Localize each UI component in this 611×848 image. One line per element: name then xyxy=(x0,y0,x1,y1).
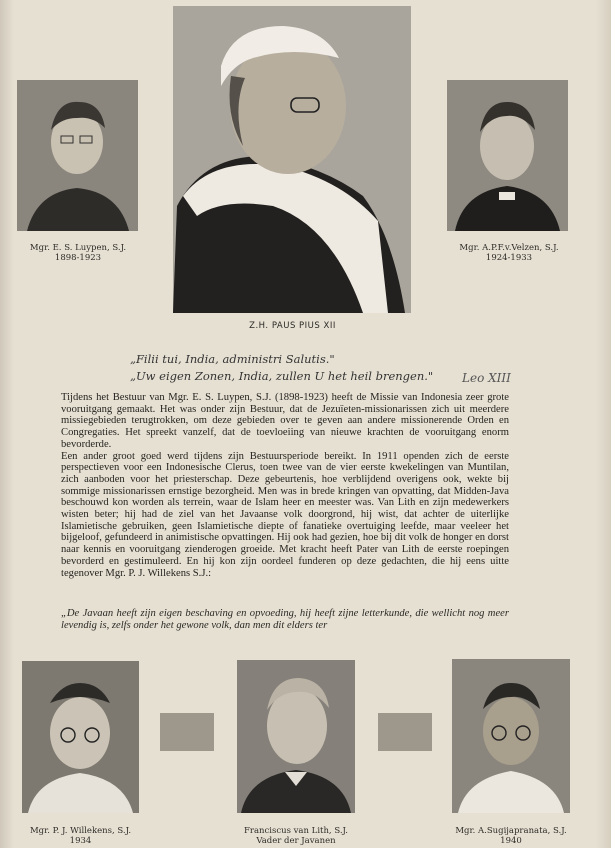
caption-willekens-years: 1934 xyxy=(69,836,92,846)
portrait-van-lith-image xyxy=(237,660,355,813)
portrait-luypen xyxy=(17,80,138,231)
portrait-willekens xyxy=(22,661,139,813)
portrait-pius-image xyxy=(173,6,411,313)
portrait-velzen-image xyxy=(447,80,568,231)
caption-willekens-name: Mgr. P. J. Willekens, S.J. xyxy=(29,826,132,836)
caption-sugijapranata-name: Mgr. A.Sugijapranata, S.J. xyxy=(455,826,567,836)
caption-velzen-years: 1924-1933 xyxy=(485,253,533,263)
caption-pius-xii: Z.H. PAUS PIUS XII xyxy=(249,321,336,331)
caption-van-lith-name: Franciscus van Lith, S.J. xyxy=(243,826,349,836)
portrait-willekens-image xyxy=(22,661,139,813)
caption-luypen-years: 1898-1923 xyxy=(54,253,102,263)
caption-sugijapranata xyxy=(440,826,582,846)
caption-luypen-name: Mgr. E. S. Luypen, S.J. xyxy=(29,243,127,253)
paragraph-2: Een ander groot goed werd tijdens zijn Bestuursperiode bereikt. In 1911 openden zich de eerste perspectieven voor een Indonesische Clerus, toen twee van de vier eerste kwekelingen van Muntilan, zich aanboden voor het priesterschap. Deze gebeurtenis, hoe verblijdend overigens ook, wekte bij sommige missionarissen ernstige bezorgheid. Men was in brede kringen van opvatting, dat Midden-Java beschouwd kon worden als terrein, waar de Islam heer en meester was. Van Lith en zijn medewerkers wisten beter; hij had de ziel van het Javaanse volk doorgrond, hij wist, dat achter de uiterlijke Islamietische gebruiken, geen Islamietische diepte of fanatieke overtuiging leefde, maar veeleer het bijgeloof, gefundeerd in animistische opvattingen. Hij ook had gezien, hoe bij dit volk de honger en dorst naar kennis en vooruitgang zienderogen groeide. Met kracht heeft Pater van Lith de eerste roepingen bevorderd en gestimuleerd. En hij kon zijn oordeel funderen op deze gedachten, die hij eens uitte tegenover Mgr. P. J. Willekens S.J.: xyxy=(61,450,509,579)
caption-willekens xyxy=(12,826,149,846)
quote-van-lith: „De Javaan heeft zijn eigen beschaving en opvoeding, hij heeft zijne letterkunde, die wellicht nog meer levendig is, zelfs onder het gewone volk, dan men dit elders ter xyxy=(61,608,509,631)
portrait-pius-xii xyxy=(173,6,411,313)
caption-luypen xyxy=(12,243,144,263)
caption-van-lith xyxy=(226,826,366,846)
body-text xyxy=(61,392,509,579)
caption-sugijapranata-years: 1940 xyxy=(500,836,522,846)
gray-block-left xyxy=(160,713,214,751)
motto-signature: Leo XIII xyxy=(462,371,511,385)
paragraph-1: Tijdens het Bestuur van Mgr. E. S. Luypen, S.J. (1898-1923) heeft de Missie van Indonesia zeer grote vooruitgang gemaakt. Het was onder zijn Bestuur, dat de Jezuïeten-missionarissen zich uit meerdere missiegebieden terugtrokken, om deze gebieden over te geven aan andere missionerende Orden en Congregaties. Het spreekt vanzelf, dat de toevloeiing van nieuwe krachten de vooruitgang enorm bevorderde. xyxy=(61,392,509,450)
portrait-luypen-image xyxy=(17,80,138,231)
portrait-van-lith xyxy=(237,660,355,813)
gray-block-right xyxy=(378,713,432,751)
portrait-sugijapranata xyxy=(452,659,570,813)
motto-latin: „Filii tui, India, administri Salutis." xyxy=(130,352,335,366)
caption-velzen-name: Mgr. A.P.F.v.Velzen, S.J. xyxy=(459,243,559,253)
portrait-velzen xyxy=(447,80,568,231)
caption-van-lith-subtitle: Vader der Javanen xyxy=(256,836,336,846)
motto-dutch: „Uw eigen Zonen, India, zullen U het heil brengen." xyxy=(130,369,434,383)
portrait-sugijapranata-image xyxy=(452,659,570,813)
caption-velzen xyxy=(440,243,578,263)
